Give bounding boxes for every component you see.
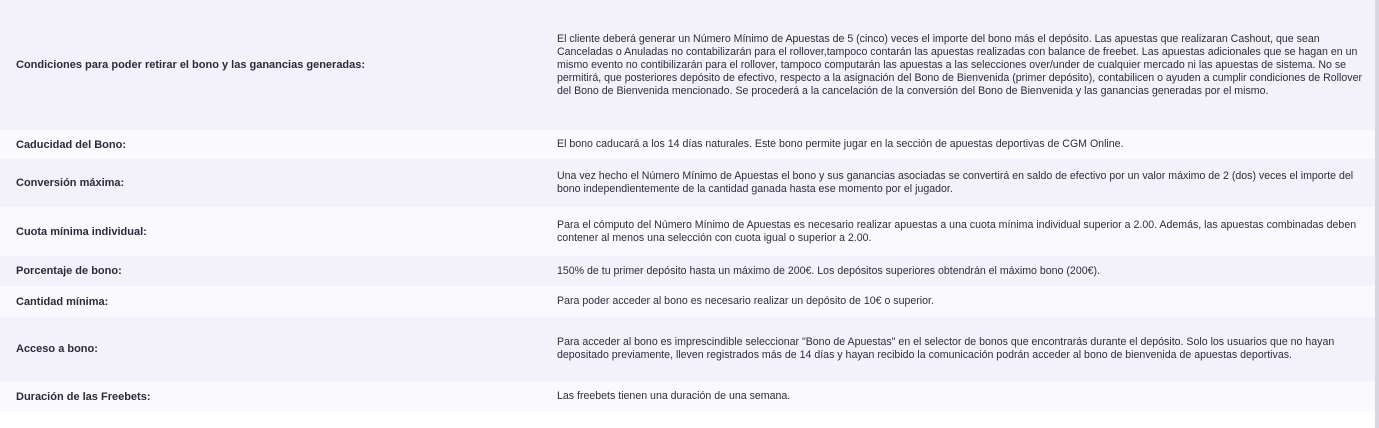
terms-row-label: Duración de las Freebets: xyxy=(16,390,151,403)
terms-row-label: Acceso a bono: xyxy=(16,343,98,355)
terms-row-value: Las freebets tienen una duración de una semana. xyxy=(557,390,791,402)
terms-row-value: Una vez hecho el Número Mínimo de Apuestas el bono y sus ganancias asociadas se convertirá en saldo de efectivo por un valor máximo de 2 (dos) veces el importe del bono independientemente de la cantidad ganada hasta ese momento por el jugador. xyxy=(557,170,1354,195)
terms-row-value: Para acceder al bono es imprescindible seleccionar "Bono de Apuestas" en el selector de bonos que encontrarás durante el depósito. Solo los usuarios que no hayan depositado previamente, lleven registrados más de 14 días y hayan recibido la comunicación podrán acceder al bono de bienvenida de apuestas deportivas. xyxy=(557,336,1335,361)
terms-row-label: Porcentaje de bono: xyxy=(16,265,122,277)
terms-row-value: Para poder acceder al bono es necesario realizar un depósito de 10€ o superior. xyxy=(557,295,934,307)
terms-row-label: Caducidad del Bono: xyxy=(16,138,126,151)
terms-row-label: Condiciones para poder retirar el bono y las ganancias generadas: xyxy=(16,59,366,71)
terms-row-max-conversion xyxy=(0,159,1379,207)
terms-row-min-deposit xyxy=(0,286,1379,317)
terms-row-withdrawal-conditions xyxy=(0,0,1379,130)
terms-row-label: Conversión máxima: xyxy=(16,177,125,189)
terms-row-label: Cantidad mínima: xyxy=(16,295,109,308)
terms-row-bonus-expiry xyxy=(0,130,1379,159)
terms-row-bonus-access xyxy=(0,317,1379,381)
page-edge-divider xyxy=(1375,0,1379,428)
terms-row-min-odds xyxy=(0,207,1379,256)
terms-row-freebet-duration xyxy=(0,381,1379,412)
terms-row-label: Cuota mínima individual: xyxy=(16,225,147,238)
terms-row-value: El cliente deberá generar un Número Mínimo de Apuestas de 5 (cinco) veces el importe del bono más el depósito. Las apuestas que realizaran Cashout, que sean Canceladas o Anuladas no contabilizarán para el rollover,tampoco contarán las apuestas realizadas con balance de freebet. Las apuestas adicionales que se hagan en un mismo evento no contibilizarán para el rollover, tampoco computarán las apuestas a las selecciones over/under de cualquier mercado ni las apuestas de sistema. No se permitirá, que posteriores depósito de efectivo, respecto a la asignación del Bono de Bienvenida (primer depósito), contabilicen o ayuden a cumplir condiciones de Rollover del Bono de Bienvenida mencionado. Se procederá a la cancelación de la conversión del Bono de Bienvenida y las ganancias generadas por el mismo. xyxy=(557,32,1363,97)
terms-row-value: 150% de tu primer depósito hasta un máximo de 200€. Los depósitos superiores obtendrán el máximo bono (200€). xyxy=(557,264,1100,277)
terms-row-bonus-percentage xyxy=(0,256,1379,286)
terms-row-value: El bono caducará a los 14 días naturales. Este bono permite jugar en la sección de apuestas deportivas de CGM Online. xyxy=(557,138,1124,150)
terms-row-value: Para el cómputo del Número Mínimo de Apuestas es necesario realizar apuestas a una cuota mínima individual superior a 2.00. Además, las apuestas combinadas deben contener al menos una selección con cuota igual o superior a 2.00. xyxy=(557,218,1357,244)
